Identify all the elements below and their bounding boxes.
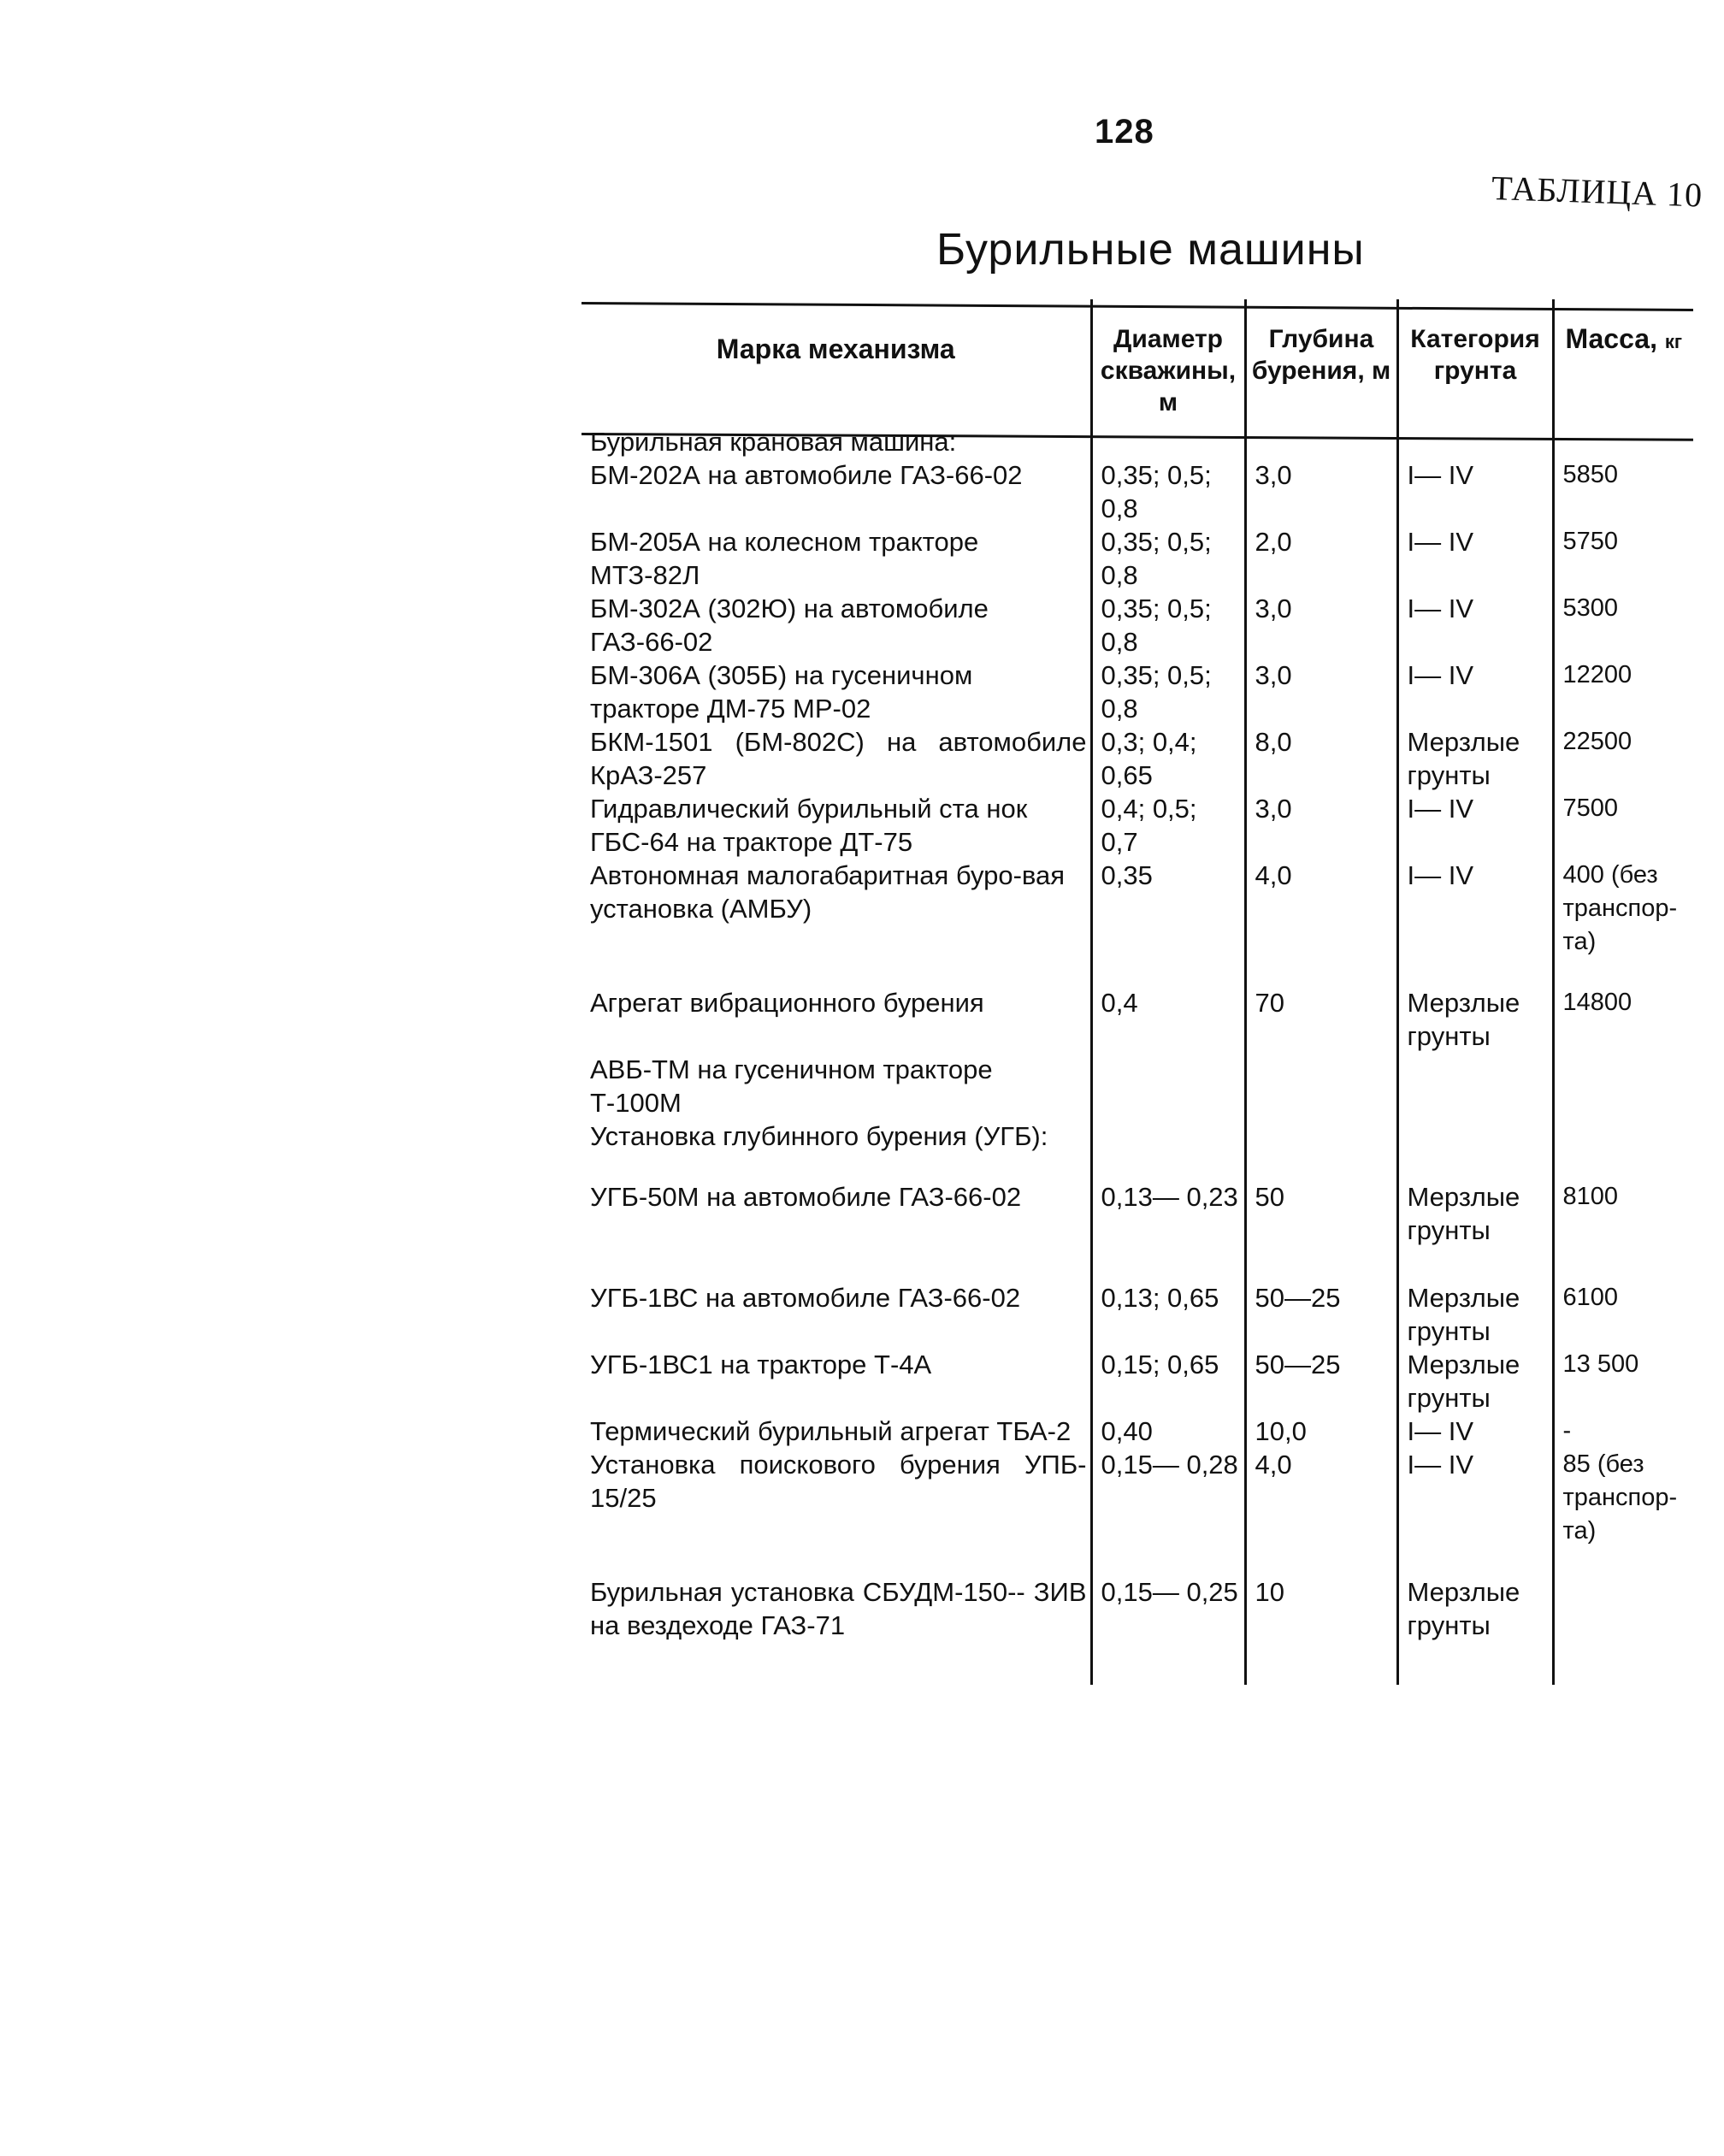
cell-depth bbox=[1245, 1119, 1397, 1153]
table-row bbox=[582, 1348, 1693, 1415]
cell-name: Термический бурильный агрегат ТБА-2 bbox=[582, 1415, 1091, 1448]
cell-category: I— IV bbox=[1397, 1448, 1553, 1548]
row-spacer bbox=[582, 959, 1693, 986]
cell-name: БКМ-1501 (БМ-802С) на автомобиле КрАЗ-257 bbox=[582, 725, 1091, 792]
cell-category: I— IV bbox=[1397, 458, 1553, 525]
cell-diameter: 0,40 bbox=[1091, 1415, 1245, 1448]
cell-diameter bbox=[1091, 1119, 1245, 1153]
cell-diameter: 0,35 bbox=[1091, 859, 1245, 959]
cell-category: I— IV bbox=[1397, 792, 1553, 859]
cell-category: Мерзлые грунты bbox=[1397, 725, 1553, 792]
cell-name: БМ-306А (305Б) на гусеничном тракторе ДМ-75 МР-02 bbox=[582, 659, 1091, 725]
cell-category bbox=[1397, 1053, 1553, 1119]
cell-category: Мерзлые грунты bbox=[1397, 1180, 1553, 1247]
cell-diameter bbox=[1091, 1053, 1245, 1119]
cell-depth: 10,0 bbox=[1245, 1415, 1397, 1448]
cell-name: УГБ-1ВС1 на тракторе Т-4А bbox=[582, 1348, 1091, 1415]
cell-diameter: 0,35; 0,5; 0,8 bbox=[1091, 525, 1245, 592]
cell-mass bbox=[1553, 1119, 1693, 1153]
spacer-cell bbox=[582, 1247, 1091, 1281]
cell-mass bbox=[1553, 425, 1693, 458]
header-mass-label: Масса, bbox=[1565, 323, 1657, 354]
cell-name: Автономная малогабаритная буро-вая установка (АМБУ) bbox=[582, 859, 1091, 959]
cell-depth: 50—25 bbox=[1245, 1281, 1397, 1348]
cell-depth: 3,0 bbox=[1245, 659, 1397, 725]
header-category: Категория грунта bbox=[1397, 299, 1553, 425]
table-row bbox=[582, 1119, 1693, 1153]
spacer-cell bbox=[1091, 1247, 1245, 1281]
cell-name: Агрегат вибрационного бурения bbox=[582, 986, 1091, 1053]
table-label: ТАБЛИЦА 10 bbox=[1491, 168, 1703, 215]
cell-name: БМ-205А на колесном тракторе МТЗ-82Л bbox=[582, 525, 1091, 592]
cell-category bbox=[1397, 425, 1553, 458]
tail-cell bbox=[1091, 1642, 1245, 1685]
cell-mass: - bbox=[1562, 1417, 1572, 1444]
cell-category: Мерзлые грунты bbox=[1397, 1281, 1553, 1348]
cell-mass: 85 (без транспор-та) bbox=[1562, 1450, 1678, 1545]
cell-diameter bbox=[1091, 425, 1245, 458]
cell-depth bbox=[1245, 1053, 1397, 1119]
table-row bbox=[582, 725, 1693, 792]
table-body bbox=[582, 425, 1693, 1685]
spacer-cell bbox=[1553, 1548, 1693, 1575]
table-row bbox=[582, 1448, 1693, 1548]
header-brand: Марка механизма bbox=[582, 299, 1091, 425]
table-row bbox=[582, 1575, 1693, 1642]
cell-mass: 5750 bbox=[1562, 528, 1619, 555]
spacer-cell bbox=[1397, 1153, 1553, 1180]
cell-mass: 5850 bbox=[1562, 461, 1619, 488]
tail-cell bbox=[1245, 1642, 1397, 1685]
spacer-cell bbox=[1245, 1247, 1397, 1281]
table-tail bbox=[582, 1642, 1693, 1685]
table-row bbox=[582, 425, 1693, 458]
spacer-cell bbox=[1397, 1548, 1553, 1575]
header-diameter: Диаметр скважины, м bbox=[1091, 299, 1245, 425]
cell-category: I— IV bbox=[1397, 659, 1553, 725]
cell-category bbox=[1397, 1119, 1553, 1153]
row-spacer bbox=[582, 1247, 1693, 1281]
cell-diameter: 0,4; 0,5; 0,7 bbox=[1091, 792, 1245, 859]
cell-mass: 13 500 bbox=[1562, 1350, 1639, 1378]
cell-diameter: 0,35; 0,5; 0,8 bbox=[1091, 659, 1245, 725]
cell-depth: 2,0 bbox=[1245, 525, 1397, 592]
table-row bbox=[582, 792, 1693, 859]
cell-category: I— IV bbox=[1397, 525, 1553, 592]
cell-depth: 4,0 bbox=[1245, 1448, 1397, 1548]
row-spacer bbox=[582, 1548, 1693, 1575]
cell-diameter: 0,13; 0,65 bbox=[1091, 1281, 1245, 1348]
table-row bbox=[582, 1415, 1693, 1448]
table-header-row bbox=[582, 299, 1693, 425]
cell-category: I— IV bbox=[1397, 592, 1553, 659]
spacer-cell bbox=[1091, 1548, 1245, 1575]
cell-diameter: 0,35; 0,5; 0,8 bbox=[1091, 458, 1245, 525]
cell-name: УГБ-50М на автомобиле ГАЗ-66-02 bbox=[582, 1180, 1091, 1247]
cell-mass: 6100 bbox=[1562, 1284, 1619, 1311]
cell-name: БМ-302А (302Ю) на автомобиле ГАЗ-66-02 bbox=[582, 592, 1091, 659]
cell-category: Мерзлые грунты bbox=[1397, 986, 1553, 1053]
spacer-cell bbox=[1397, 959, 1553, 986]
spacer-cell bbox=[1091, 959, 1245, 986]
cell-name: АВБ-ТМ на гусеничном тракторе Т-100М bbox=[582, 1053, 1091, 1119]
cell-depth: 3,0 bbox=[1245, 592, 1397, 659]
spacer-cell bbox=[1245, 959, 1397, 986]
spacer-cell bbox=[582, 1548, 1091, 1575]
cell-category: I— IV bbox=[1397, 1415, 1553, 1448]
cell-mass: 12200 bbox=[1562, 661, 1632, 688]
cell-diameter: 0,15; 0,65 bbox=[1091, 1348, 1245, 1415]
cell-depth: 8,0 bbox=[1245, 725, 1397, 792]
cell-name: Установка глубинного бурения (УГБ): bbox=[582, 1119, 1091, 1153]
cell-mass: 22500 bbox=[1562, 728, 1632, 755]
tail-cell bbox=[1397, 1642, 1553, 1685]
cell-name: Бурильная установка СБУДМ-150-- ЗИВ на вездеходе ГАЗ-71 bbox=[582, 1575, 1091, 1642]
cell-depth: 50 bbox=[1245, 1180, 1397, 1247]
spacer-cell bbox=[1397, 1247, 1553, 1281]
cell-mass: 7500 bbox=[1562, 794, 1619, 822]
spacer-cell bbox=[1245, 1548, 1397, 1575]
cell-name: Бурильная крановая машина: bbox=[582, 425, 1091, 458]
spacer-cell bbox=[1553, 959, 1693, 986]
table-row bbox=[582, 525, 1693, 592]
tail-cell bbox=[582, 1642, 1091, 1685]
table-title: Бурильные машины bbox=[936, 225, 1365, 275]
table-row bbox=[582, 1053, 1693, 1119]
cell-depth: 3,0 bbox=[1245, 792, 1397, 859]
table-row bbox=[582, 1281, 1693, 1348]
page-number: 128 bbox=[1095, 113, 1154, 151]
spacer-cell bbox=[1091, 1153, 1245, 1180]
cell-diameter: 0,4 bbox=[1091, 986, 1245, 1053]
header-mass-unit: кг bbox=[1664, 331, 1683, 352]
cell-diameter: 0,3; 0,4; 0,65 bbox=[1091, 725, 1245, 792]
spacer-cell bbox=[1245, 1153, 1397, 1180]
table-row bbox=[582, 859, 1693, 959]
cell-mass: 8100 bbox=[1562, 1183, 1619, 1210]
cell-name: Установка поискового бурения УПБ- 15/25 bbox=[582, 1448, 1091, 1548]
cell-diameter: 0,15— 0,28 bbox=[1091, 1448, 1245, 1548]
drilling-machines-table bbox=[582, 299, 1693, 1685]
table-row bbox=[582, 986, 1693, 1053]
header-mass bbox=[1553, 299, 1693, 425]
spacer-cell bbox=[1553, 1153, 1693, 1180]
tail-cell bbox=[1553, 1642, 1693, 1685]
table-row bbox=[582, 659, 1693, 725]
cell-category: Мерзлые грунты bbox=[1397, 1348, 1553, 1415]
cell-depth: 3,0 bbox=[1245, 458, 1397, 525]
spacer-cell bbox=[582, 959, 1091, 986]
cell-diameter: 0,13— 0,23 bbox=[1091, 1180, 1245, 1247]
cell-name: УГБ-1ВС на автомобиле ГАЗ-66-02 bbox=[582, 1281, 1091, 1348]
cell-depth: 50—25 bbox=[1245, 1348, 1397, 1415]
cell-diameter: 0,35; 0,5; 0,8 bbox=[1091, 592, 1245, 659]
cell-name: БМ-202А на автомобиле ГАЗ-66-02 bbox=[582, 458, 1091, 525]
cell-depth: 4,0 bbox=[1245, 859, 1397, 959]
cell-category: I— IV bbox=[1397, 859, 1553, 959]
cell-mass: 14800 bbox=[1562, 989, 1632, 1016]
cell-mass: 5300 bbox=[1562, 594, 1619, 622]
cell-depth: 70 bbox=[1245, 986, 1397, 1053]
cell-diameter: 0,15— 0,25 bbox=[1091, 1575, 1245, 1642]
table-row bbox=[582, 1180, 1693, 1247]
spacer-cell bbox=[582, 1153, 1091, 1180]
cell-mass bbox=[1553, 1575, 1693, 1642]
table-row bbox=[582, 592, 1693, 659]
row-spacer bbox=[582, 1153, 1693, 1180]
cell-category: Мерзлые грунты bbox=[1397, 1575, 1553, 1642]
cell-depth: 10 bbox=[1245, 1575, 1397, 1642]
header-depth: Глубина бурения, м bbox=[1245, 299, 1397, 425]
cell-mass: 400 (без транспор-та) bbox=[1562, 861, 1678, 955]
spacer-cell bbox=[1553, 1247, 1693, 1281]
table-row bbox=[582, 458, 1693, 525]
cell-mass bbox=[1553, 1053, 1693, 1119]
cell-depth bbox=[1245, 425, 1397, 458]
cell-name: Гидравлический бурильный ста нок ГБС-64 на тракторе ДТ-75 bbox=[582, 792, 1091, 859]
